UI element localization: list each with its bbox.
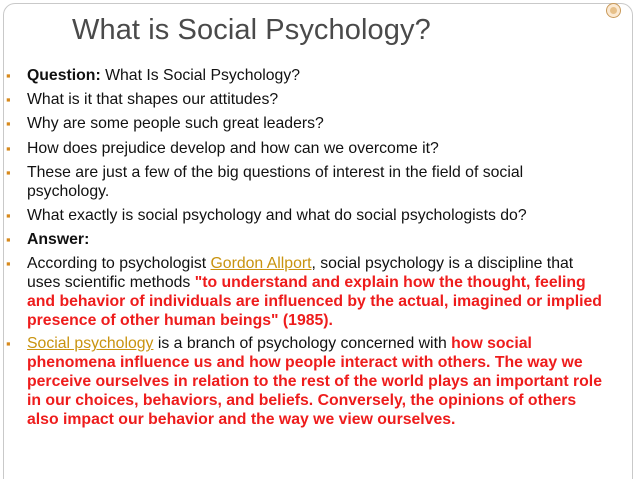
bullet-square-icon: ▪	[6, 92, 11, 108]
bullet-item-what-exactly	[6, 206, 606, 225]
bullet-item-big-questions	[6, 163, 606, 201]
bullet-square-icon: ▪	[6, 116, 11, 132]
slide-title: What is Social Psychology?	[72, 14, 431, 46]
social-psychology-link[interactable]: Social psychology	[27, 335, 154, 353]
bullet-square-icon: ▪	[6, 164, 11, 180]
bullet-item-prejudice	[6, 139, 606, 158]
bullet-item-question	[6, 66, 606, 85]
corner-circle-inner-icon	[610, 7, 617, 14]
bullet-item-attitudes	[6, 90, 606, 109]
bullet-text: What is it that shapes our attitudes?	[27, 91, 279, 109]
question-text: What Is Social Psychology?	[100, 67, 301, 84]
bullet-text: Why are some people such great leaders?	[27, 115, 324, 133]
answer-label: Answer:	[27, 231, 90, 249]
allport-intro-text: According to psychologist	[27, 255, 211, 273]
bullet-square-icon: ▪	[6, 140, 11, 156]
definition-middle-text: is a branch of psychology concerned with	[153, 335, 452, 353]
definition-highlight: how social phenomena influence us and how people interact with others. The way we perceive ourselves in relation to the rest of the world plays an important role in our choices, behaviors, and beliefs. Conversely, the opinions of others also impact our behavior and the way we view ourselves.	[27, 335, 602, 429]
bullet-square-icon: ▪	[6, 256, 11, 272]
allport-quote: "to understand and explain how the thought, feeling and behavior of individuals are influenced by the actual, imagined or implied presence of other human beings" (1985).	[27, 274, 602, 330]
bullet-text: These are just a few of the big questions of interest in the field of social psychology.	[27, 163, 524, 200]
bullet-item-leaders	[6, 114, 606, 133]
gordon-allport-link[interactable]: Gordon Allport	[210, 255, 312, 273]
bullet-text: What exactly is social psychology and what do social psychologists do?	[27, 206, 527, 224]
bullet-item-definition	[6, 334, 606, 429]
question-label: Question:	[27, 67, 101, 84]
bullet-square-icon: ▪	[6, 207, 11, 223]
bullet-list	[6, 66, 606, 435]
bullet-item-allport	[6, 254, 606, 330]
bullet-square-icon: ▪	[6, 68, 11, 83]
bullet-text: How does prejudice develop and how can we overcome it?	[27, 139, 439, 157]
allport-middle-text: , social psychology is a discipline that uses scientific methods	[27, 255, 574, 292]
bullet-square-icon: ▪	[6, 232, 11, 248]
bullet-item-answer	[6, 230, 606, 249]
bullet-square-icon: ▪	[6, 336, 11, 352]
